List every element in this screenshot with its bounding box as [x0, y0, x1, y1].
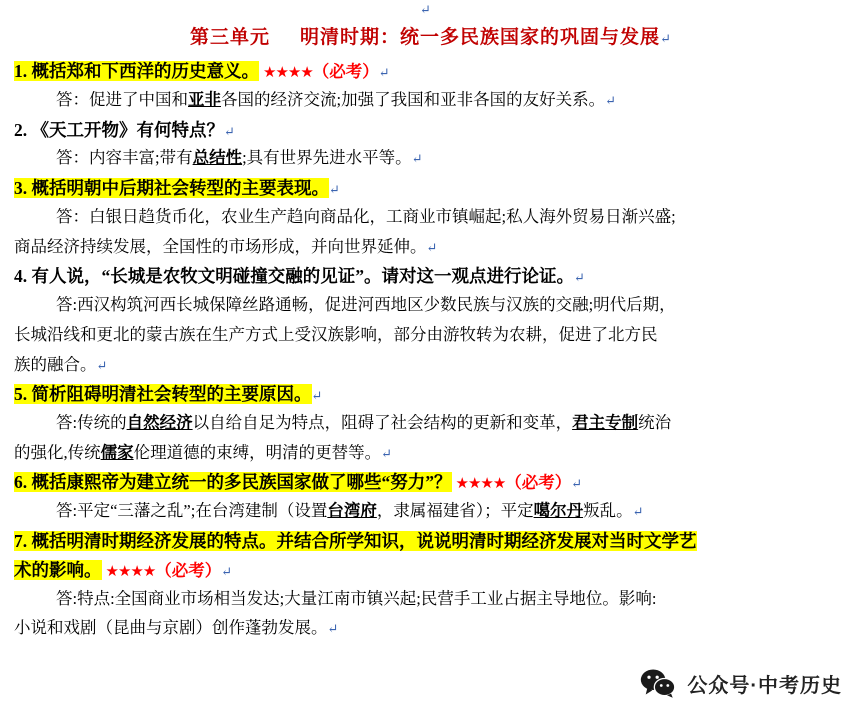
answer-6: [14, 498, 848, 525]
answer-line: 长城沿线和更北的蒙古族在生产方式上受汉族影响，部分由游牧转为农耕，促进了北方民: [14, 324, 658, 344]
paragraph-mark: ↵: [311, 388, 323, 404]
paragraph-mark: ↵: [329, 182, 340, 198]
answer-line: 小说和戏剧（昆曲与京剧）创作蓬勃发展。: [14, 618, 328, 638]
answer-7: [14, 586, 848, 613]
paragraph-mark: ↵: [221, 563, 233, 579]
question-item-7: [14, 528, 848, 556]
answer-4-cont-1: [14, 322, 848, 349]
question-item-7-cont: [14, 557, 848, 585]
answer-line: 答:特点:全国商业市场相当发达;大量江南市镇兴起;民营手工业占据主导地位。影响:: [56, 588, 657, 608]
must-badge-6: （必考）: [505, 473, 572, 493]
question-item-1: [14, 58, 848, 86]
question-item-5: [14, 381, 848, 409]
question-item-4: [14, 263, 848, 291]
paragraph-mark: ↵: [605, 92, 616, 108]
paragraph-mark: ↵: [381, 445, 393, 461]
paragraph-mark: ↵: [660, 31, 672, 46]
question-text-5: 5. 简析阻碍明清社会转型的主要原因。: [14, 384, 312, 405]
question-item-3: [14, 175, 848, 203]
paragraph-mark: ↵: [224, 123, 235, 139]
paragraph-mark: ↵: [426, 239, 438, 255]
answer-line: 答：内容丰富;带有总结性;具有世界先进水平等。: [56, 148, 412, 168]
question-item-2: [14, 117, 848, 145]
answer-line: 族的融合。: [14, 354, 97, 374]
paragraph-mark: ↵: [378, 65, 390, 80]
paragraph-mark: ↵: [327, 621, 339, 637]
watermark-label: 公众号·中考历史: [687, 674, 842, 697]
top-paragraph-mark: ↵: [420, 2, 431, 17]
question-text-1: 1. 概括郑和下西洋的历史意义。: [14, 61, 259, 81]
answer-2: [14, 145, 848, 172]
difficulty-stars-7: ★★★★: [105, 563, 156, 580]
answer-line: 的强化,传统儒家伦理道德的束缚，明清的更替等。: [14, 442, 382, 462]
paragraph-mark: ↵: [574, 270, 585, 286]
paragraph-mark: ↵: [96, 357, 108, 373]
question-text-2: 2. 《天工开物》有何特点？: [14, 119, 224, 140]
question-text-7-line1: 7. 概括明清时期经济发展的特点。并结合所学知识，说说明清时期经济发展对当时文学艺: [14, 530, 697, 551]
title-main: 明清时期：统一多民族国家的巩固与发展: [300, 27, 661, 48]
answer-line: 商品经济持续发展，全国性的市场形成，并向世界延伸。: [14, 236, 427, 256]
answer-3-cont: [14, 234, 848, 261]
answer-5-cont: [14, 440, 848, 467]
answer-line: 答:西汉构筑河西长城保障丝路通畅，促进河西地区少数民族与汉族的交融;明代后期，: [56, 295, 676, 315]
answer-line: 答:传统的自然经济以自给自足为特点，阻碍了社会结构的更新和变革，君主专制统治: [56, 413, 672, 433]
watermark-badge: [632, 657, 852, 709]
difficulty-stars-6: ★★★★: [455, 476, 506, 493]
question-text-6: 6. 概括康熙帝为建立统一的多民族国家做了哪些“努力”？: [14, 472, 452, 493]
answer-4: [14, 292, 848, 319]
wechat-icon: [638, 663, 678, 703]
question-text-7-line2: 术的影响。: [14, 559, 102, 580]
answer-line: 答:平定“三藩之乱”;在台湾建制（设置台湾府，隶属福建省）；平定噶尔丹叛乱。: [56, 501, 633, 521]
answer-4-cont-2: [14, 352, 848, 379]
answer-line: 答：白银日趋货币化，农业生产趋向商品化，工商业市镇崛起;私人海外贸易日渐兴盛;: [56, 206, 676, 226]
title-prefix: 第三单元: [190, 27, 271, 48]
question-item-6: [14, 469, 848, 497]
answer-line: 答：促进了中国和亚非各国的经济交流;加强了我国和亚非各国的友好关系。: [56, 89, 606, 109]
paragraph-mark: ↵: [411, 151, 423, 167]
paragraph-mark: ↵: [632, 504, 644, 520]
paragraph-mark: ↵: [571, 476, 583, 492]
question-text-4: 4. 有人说，“长城是农牧文明碰撞交融的见证”。请对这一观点进行论证。: [14, 266, 574, 287]
answer-7-cont: [14, 615, 848, 642]
answer-5: [14, 410, 848, 437]
must-badge-7: （必考）: [155, 560, 222, 580]
answer-1: [14, 87, 848, 114]
must-badge-1: （必考）: [312, 62, 379, 81]
page-title: [14, 22, 848, 49]
question-text-3: 3. 概括明朝中后期社会转型的主要表现。: [14, 178, 329, 199]
answer-3: [14, 204, 848, 231]
difficulty-stars-1: ★★★★: [263, 65, 313, 81]
